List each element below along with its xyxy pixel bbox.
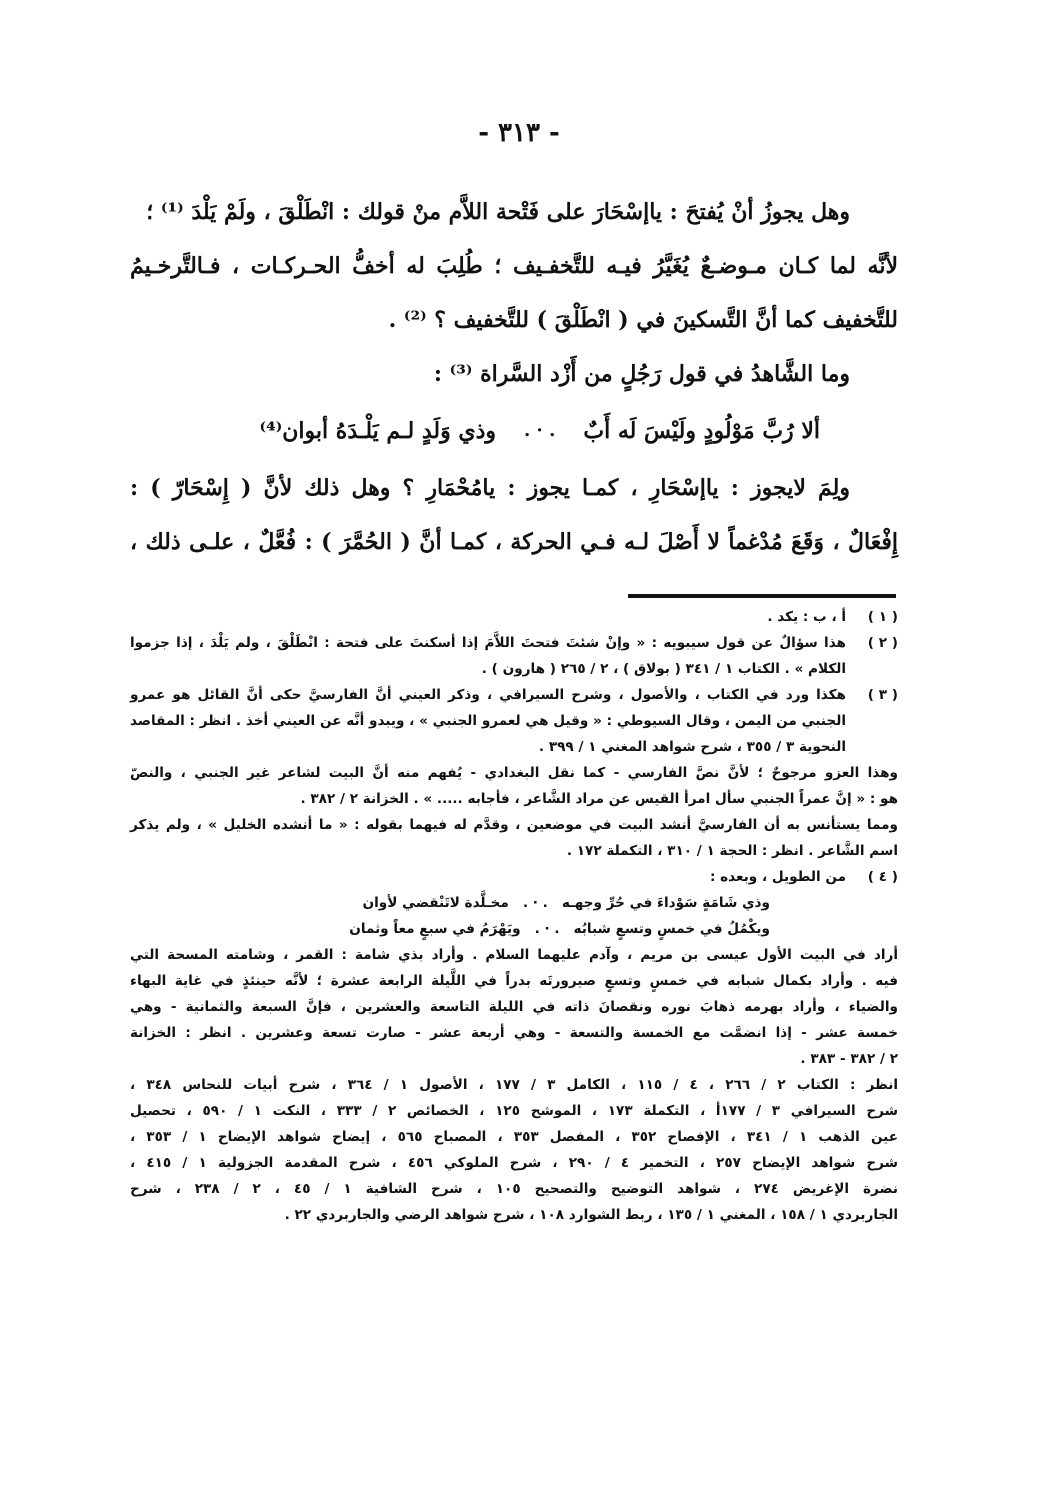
verse-second-hemistich: ويَهْرَمُ في سبعٍ معاً وثمان [349,921,521,937]
footnotes [130,604,898,1228]
footnote-verse [130,890,898,916]
verse-first-hemistich: ويكْمُلُ في خمسٍ وتسعٍ شبابُه [573,921,770,937]
footnote-3 [130,682,898,760]
footnote-line: ومما يستأنس به أن الفارسيَّ أنشد البيت في موضعين ، وقدَّم له فيهما بقوله : « ما أنشده الخليل » ، ولم يذكر [130,817,898,833]
footnote-line: ٢ / ٣٨٢ - ٣٨٣ . [800,1051,898,1067]
verse-separator: . · . [522,895,548,911]
main-text [130,185,898,569]
main-paragraph-line: إِفْعَالٌ ، وَقَعَ مُدْغماً لا أَصْلَ لـه فـي الحركة ، كمـا أنَّ ( الحُمَّرَ ) : فُعَّلٌ ، علـى ذلك ، [130,529,898,555]
footnote-line: فيه . وأراد بكمال شبابه في خمسٍ وتسعٍ صيرورتَه بدراً في اللَّيلة الرابعة عشرة ؛ لأنَّه حينئذٍ في غاية البهاء [130,973,898,989]
footnote-line: من الطويل ، وبعده : [709,869,846,885]
verse-separator: . · . [534,921,560,937]
footnote-label: ( ١ ) [867,609,898,625]
footnote-4 [130,864,898,890]
footnote-label: ( ٢ ) [867,635,898,651]
footnote-line: نضرة الإغريض ٢٧٤ ، شواهد التوضيح والتصحيح ١٠٥ ، شرح الشافية ١ / ٤٥ ، ٢ / ٢٣٨ ، شرح [130,1181,898,1197]
verse-separator: . · . [524,420,556,441]
poetry-verse [130,401,898,461]
footnote-line: وهذا العزو مرجوحٌ ؛ لأنَّ نصَّ الفارسي - كما نقل البغدادي - يُفهم منه أنَّ البيت لشاعر غير الجنبي ، والنصّ [130,765,898,781]
footnote-line: هو : « إنَّ عمراً الجنبي سأل امرأ القيس عن مراد الشَّاعر ، فأجابه ..... » . الخزانة ٢ / ٣٨٢ . [300,791,898,807]
footnote-label: ( ٣ ) [867,687,898,703]
footnote-label: ( ٤ ) [867,869,898,885]
footnote-line: والضياء ، وأراد بهرمه ذهابَ نوره ونقصانَ ذاته في الليلة التاسعة والعشرين ، فإنَّ السبعة والثمانية - وهي [130,999,898,1015]
footnote-line: انظر : الكتاب ٢ / ٢٦٦ ، ٤ / ١١٥ ، الكامل ٣ / ١٧٧ ، الأصول ١ / ٣٦٤ ، شرح أبيات للنحاس ٣٤٨ ، [130,1077,898,1093]
footnote-line: شرح شواهد الإيضاح ٢٥٧ ، التخمير ٤ / ٢٩٠ ، شرح الملوكي ٤٥٦ ، شرح المقدمة الجزولية ١ / ٤١٥ ، [130,1155,898,1171]
verse-first-hemistich: وذي شَامَةٍ سَوْداءَ في حُرِّ وجهـه [561,895,770,911]
footnote-line: شرح السيرافي ٣ / ١٧٧أ ، التكملة ١٧٣ ، الموشح ١٢٥ ، الخصائص ٢ / ٣٣٣ ، النكت ١ / ٥٩٠ ، تحصيل [130,1103,898,1119]
footnote-line: خمسة عشر - إذا انضمَّت مع الخمسة والتسعة - وهي أربعة عشر - صارت تسعة وعشرين . انظر : الخزانة [130,1025,898,1041]
footnote-line: الجنبي من اليمن ، وقال السيوطي : « وقيل هي لعمرو الجنبي » ، ويبدو أنَّه عن العيني أخذ . انظر : المقاصد [130,713,846,729]
footnote-line: أ ، ب : يكد . [767,609,846,625]
footnote-line: عين الذهب ١ / ٣٤١ ، الإفصاح ٣٥٢ ، المفصل ٣٥٣ ، المصباح ٥٦٥ ، إيضاح شواهد الإيضاح ١ / ٣٥٣ ، [130,1129,899,1145]
footnote-line: النحوية ٣ / ٣٥٥ ، شرح شواهد المغني ١ / ٣٩٩ . [538,739,846,755]
footnote-line: اسم الشَّاعر . انظر : الحجة ١ / ٣١٠ ، التكملة ١٧٢ . [566,843,898,859]
footnote-line: الكلام » . الكتاب ١ / ٣٤١ ( بولاق ) ، ٢ / ٢٦٥ ( هارون ) . [481,661,846,677]
footnote-divider [628,594,896,598]
footnote-verse [130,916,898,942]
footnote-2 [130,630,898,682]
main-paragraph-line: ولِمَ لايجوز : ياإسْحَارِ ، كمـا يجوز : يامُحْمَارِ ؟ وهل ذلك لأنَّ ( إِسْحَارّ ) : [130,475,850,501]
footnote-line: أراد في البيت الأول عيسى بن مريم ، وآدم عليهما السلام . وأراد بذي شامة : القمر ، وشامته المسحة التي [130,947,898,963]
main-paragraph-line: لأنَّه لما كـان مـوضـعٌ يُغَيَّرُ فيـه للتَّخفـيف ؛ طُلِبَ له أخفُّ الحـركـات ، فـالتَّرخـيمُ [130,253,898,279]
main-paragraph-line: وما الشَّاهدُ في قول رَجُلٍ من أَزْد السَّراة ⁽³⁾ : [433,361,850,387]
footnote-line: هذا سؤالٌ عن قول سيبويه : « وإنْ شئتَ فتحتَ اللاَّمَ إذا أسكنتَ على فتحة : انْطَلْقَ ، ولم يَلْدَ ، إذا جزموا [130,635,846,651]
footnote-1 [130,604,898,630]
footnote-line: الجاربردي ١ / ١٥٨ ، المغني ١ / ١٣٥ ، ربط الشوارد ١٠٨ ، شرح شواهد الرضي والجاربردي ٢٢ . [284,1207,898,1223]
page-number: - ٣١٣ - [478,118,560,148]
verse-first-hemistich: ألا رُبَّ مَوْلُودٍ ولَيْسَ لَه أَبٌ [583,418,820,444]
verse-second-hemistich: مخـلَّدة لاتَنْقضي لأوان [362,895,509,911]
verse-second-hemistich: وذي وَلَدٍ لـم يَلْـدَهُ أبوان⁽⁴⁾ [259,418,497,444]
footnote-line: هكذا ورد في الكتاب ، والأصول ، وشرح السيرافي ، وذكر العيني أنَّ الفارسيَّ حكى أنَّ القائل هو عمرو [130,687,846,703]
main-paragraph-line: وهل يجوزُ أنْ يُفتحَ : ياإسْحَارَ على فَتْحة اللاَّم منْ قولك : انْطَلْقَ ، ولَمْ يَلْدَ ⁽¹⁾ ؛ [146,199,850,225]
main-paragraph-line: للتَّخفيف كما أنَّ التَّسكينَ في ( انْطَلْقَ ) للتَّخفيف ؟ ⁽²⁾ . [388,307,898,333]
